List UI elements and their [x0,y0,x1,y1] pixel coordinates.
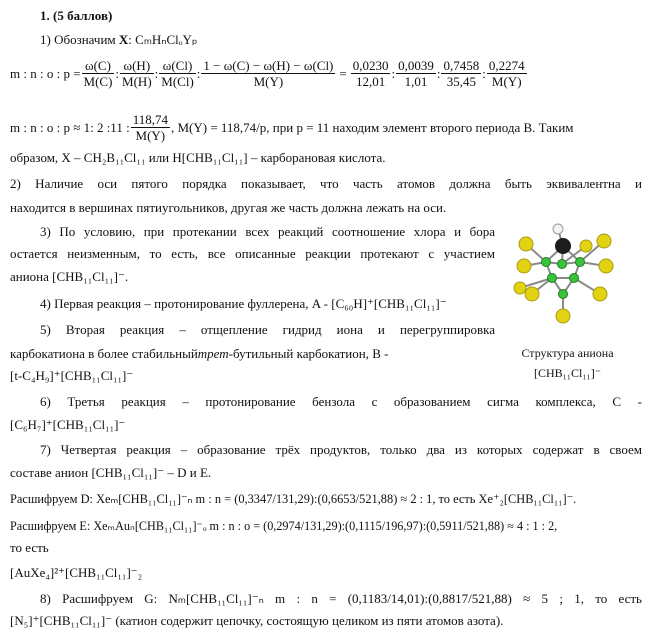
frac-c: $\frac{\omega(C)}{M(C)}$ [83,58,113,89]
val-c: $\frac{0,0230}{12,01}$ [352,58,389,89]
s7-e-line: Расшифруем E: XeₘAuₙ[CHB₁₁Cl₁₁]⁻ₒ m : n : o = (0,2974/131,29):(0,1115/196,97):(0,5911/521,88) ≈ 4 : 1 : 2, [10,519,558,533]
s5-line-1: 5) Вторая реакция – отщепление гидрид иона и перегруппировка [40,322,495,337]
s5-line-2: карбокатиона в более стабильный трет-бутильный карбокатион, B - [10,346,389,361]
s6-line-2: [C₆H₇]⁺[CHB₁₁Cl₁₁]⁻ [10,417,126,432]
val-cl: $\frac{0,7458}{35,45}$ [443,58,480,89]
carbon-atom [555,238,571,254]
s2-line-2: находится в вершинах пятиугольников, другая же часть должна лежать на оси. [10,200,447,215]
s3-line-2: остается неизменным, то есть, все описанные реакции протекают с участием [10,246,495,261]
s7-line-2: составе анион [CHB₁₁Cl₁₁]⁻ – D и E. [10,465,212,480]
s1-intro-x: X [118,32,129,47]
frac-y: $\frac{1 - \omega(C) - \omega(H) - \omega(Cl)}{M(Y)}$ [203,58,334,89]
s8-line-1: 8) Расшифруем G: Nₘ[CHB₁₁Cl₁₁]⁻ₙ m : n = (0,1183/14,01):(0,8817/521,88) ≈ 5 ; 1, то есть [40,591,642,606]
s1-ratio-formula: m : n : o : p = $\frac{\omega(C)}{M(C)}$ : $\frac{\omega(H)}{M(H)}$ : $\frac{\omega(Cl)}{M(Cl)}$ : $\frac{1 - \omega(C) - \omega(H) - \omega(Cl)}{M(Y)}$ = $\frac{0,0230}{12,01}$ : $\frac{0,0039}{1,01}$ : $\frac{0,7458}{35,45}$ : $\frac{0,2274}{M(Y)}$ [10,58,525,89]
s2-line-1: 2) Наличие оси пятого порядка показывает, что часть атомов должна быть эквивалентна и [10,176,642,191]
s1-approx-formula: m : n : o : p ≈ 1: 2 :11 : $\frac{118,74}{M(Y)}$ , M(Y) = 118,74/p, при p = 11 находим элемент второго периода B. Таким [10,112,574,143]
s1-conclusion: образом, X – CH₂B₁₁Cl₁₁ или H[CHB₁₁Cl₁₁] – карборановая кислота. [10,150,386,165]
s1-intro-formula: : CₘHₙClₒYₚ [128,32,198,47]
s7-d-line: Расшифруем D: Xeₘ[CHB₁₁Cl₁₁]⁻ₙ m : n = (0,3347/131,29):(0,6653/521,88) ≈ 2 : 1, то есть Xe⁺₂[CHB₁₁Cl₁₁]⁻. [10,492,577,506]
s7-e-line-3: [AuXe₄]²⁺[CHB₁₁Cl₁₁]⁻₂ [10,565,143,580]
val-h: $\frac{0,0039}{1,01}$ [398,58,434,89]
s1-intro-prefix: 1) Обозначим [40,32,119,47]
s1-intro [40,32,197,48]
val-y: $\frac{0,2274}{M(Y)}$ [488,58,525,89]
s3-line-1: 3) По условию, при протекании всех реакций соотношение хлора и бора [40,224,495,239]
figure-caption-1: Структура аниона [521,346,614,360]
s4-line-1: 4) Первая реакция – протонирование фуллерена, A - [C₆₀H]⁺[CHB₁₁Cl₁₁]⁻ [40,296,447,311]
carborane-anion-figure [508,216,626,336]
s5-line-3: [t-C₄H₉]⁺[CHB₁₁Cl₁₁]⁻ [10,368,134,383]
s8-line-2: [N₅]⁺[CHB₁₁Cl₁₁]⁻ (катион содержит цепочку, состоящую целиком из пяти атомов азота). [10,613,504,628]
s7-e-line-2: то есть [10,540,49,555]
s1-lhs: m : n : o : p = [10,65,81,81]
s6-line-1: 6) Третья реакция – протонирование бензола с образованием сигма комплекса, C - [40,394,642,409]
frac-approx: $\frac{118,74}{M(Y)}$ [132,112,168,143]
figure-caption-2: [CHB₁₁Cl₁₁]⁻ [533,366,602,380]
frac-cl: $\frac{\omega(Cl)}{M(Cl)}$ [161,58,194,89]
s3-line-3: аниона [CHB₁₁Cl₁₁]⁻. [10,269,129,284]
frac-h: $\frac{\omega(H)}{M(H)}$ [122,58,152,89]
s7-line-1: 7) Четвертая реакция – образование трёх продуктов, только два из которых содержат в своем [40,442,642,457]
task-heading: 1. (5 баллов) [40,8,113,23]
hydrogen-atom [553,224,563,234]
